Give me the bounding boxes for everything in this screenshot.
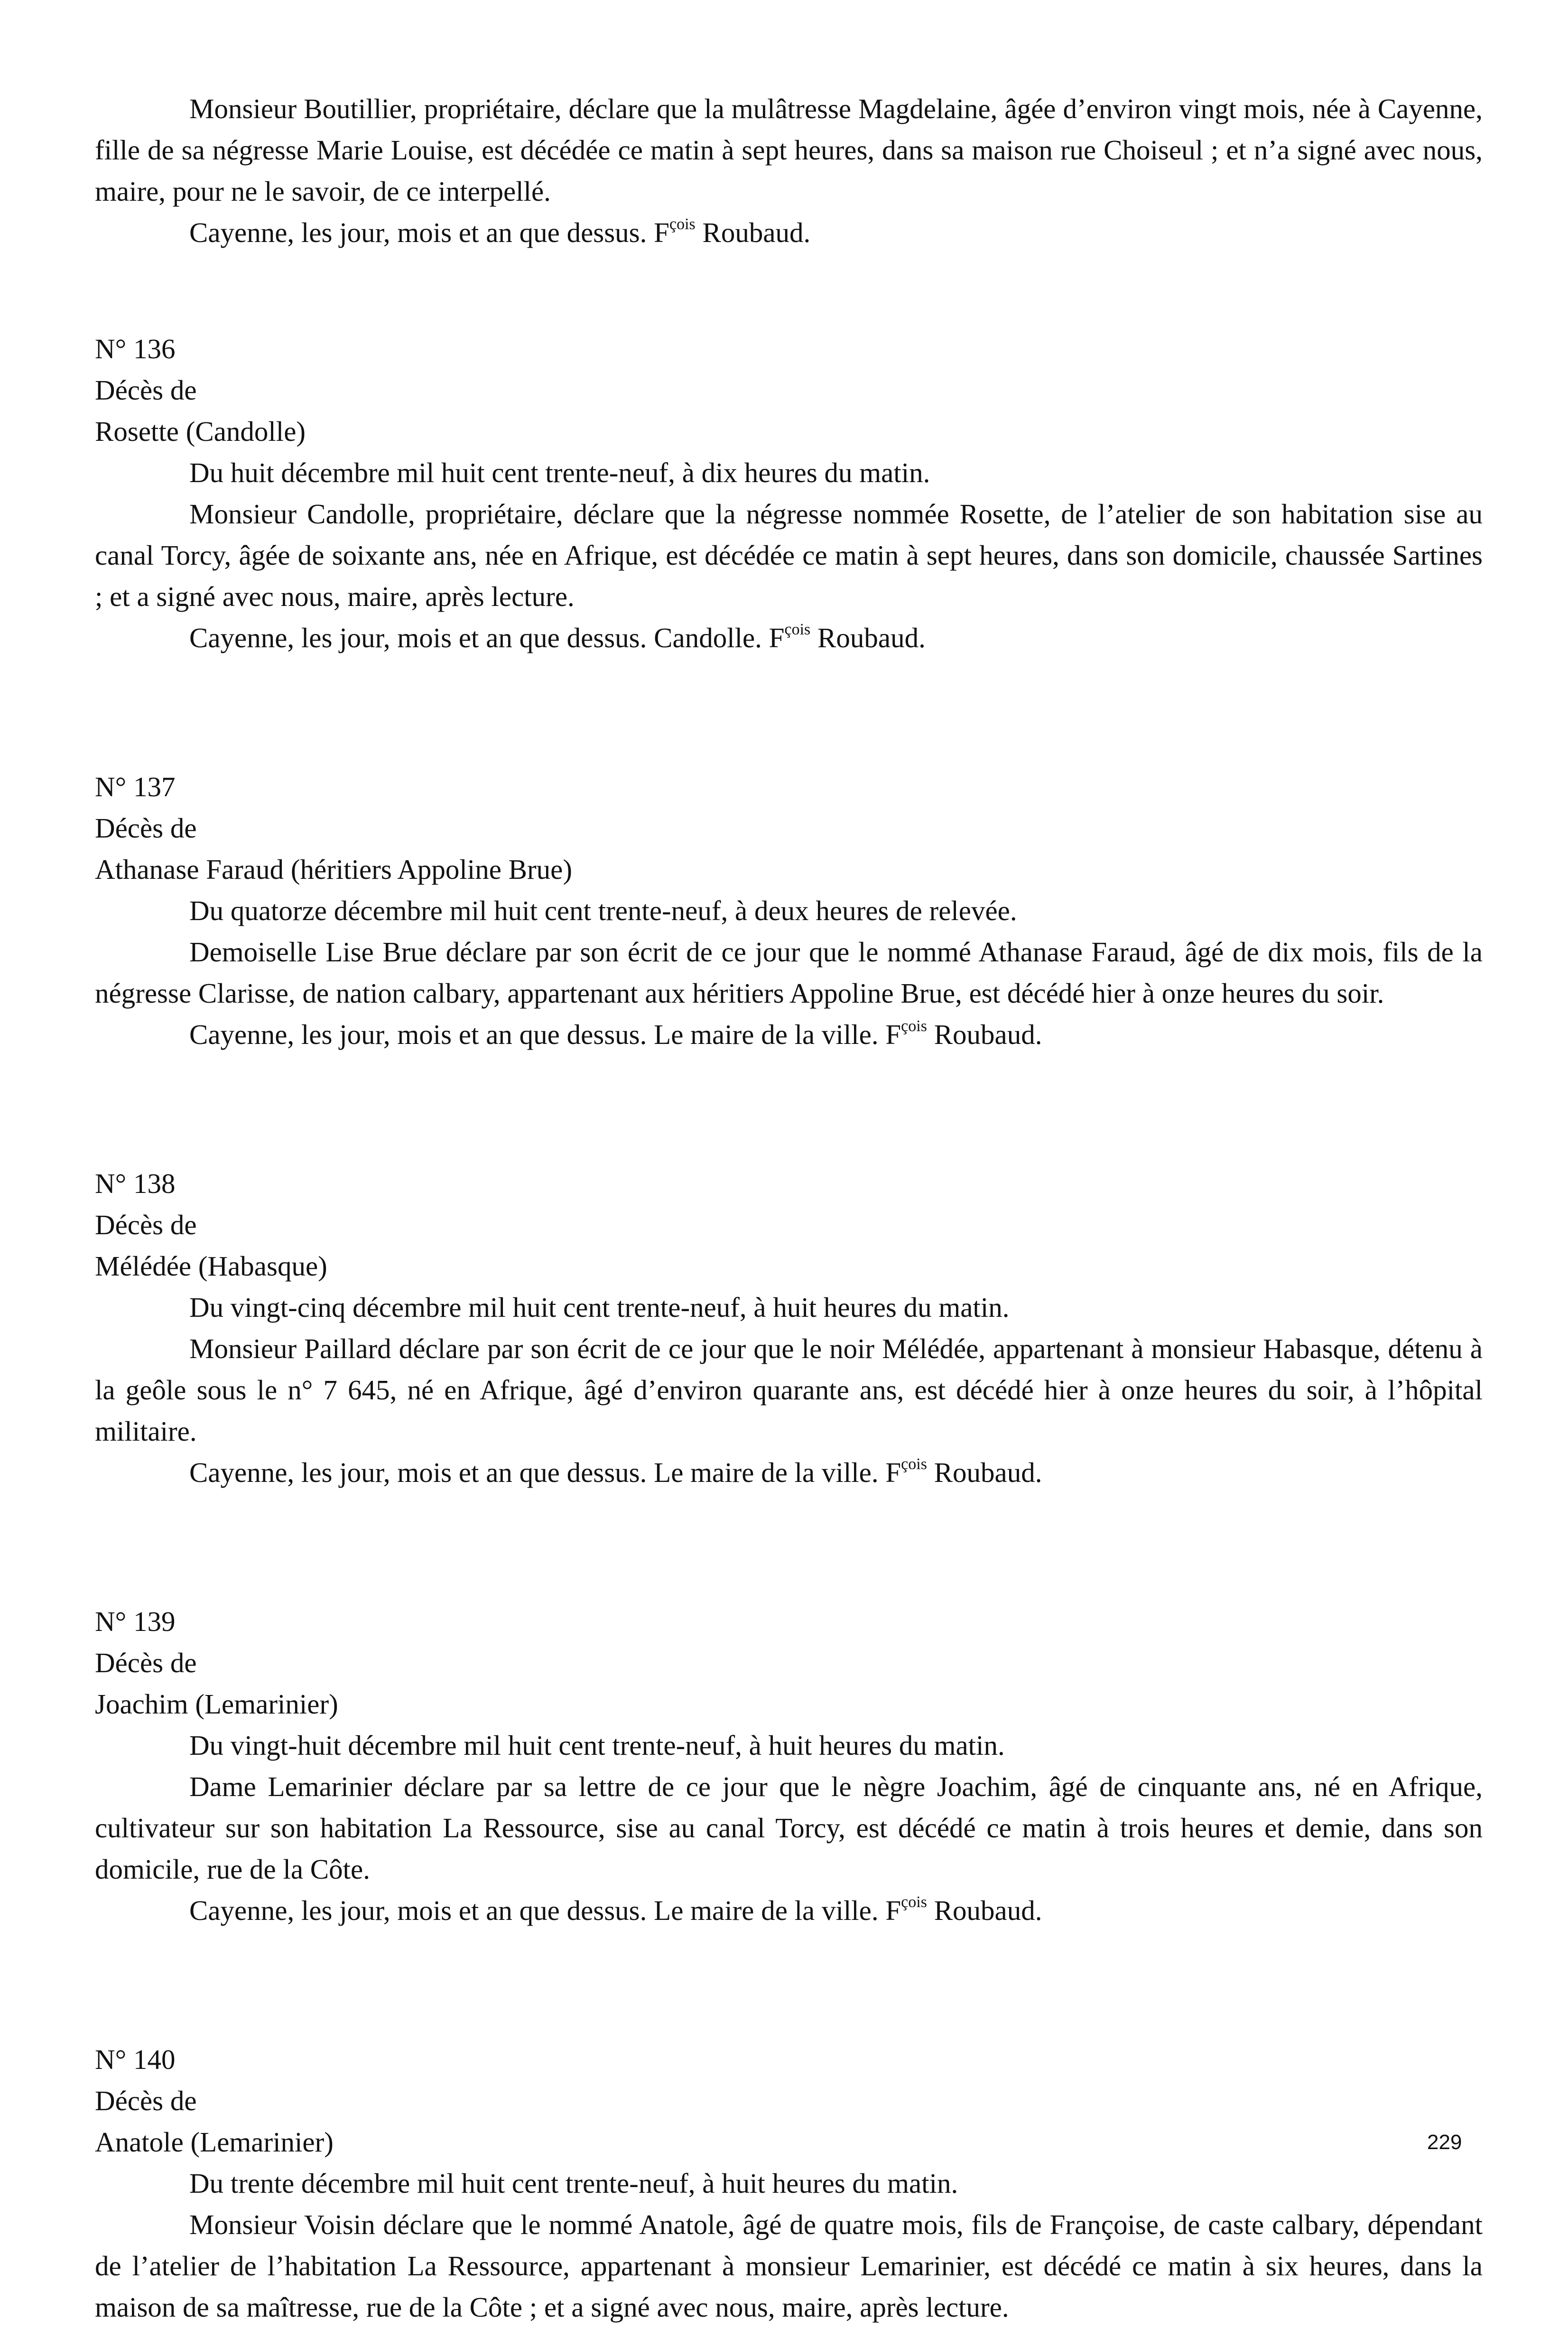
signature: $F^{çois}$ Roubaud. xyxy=(885,1455,1042,1488)
closing-text: Cayenne, les jour, mois et an que dessus. xyxy=(189,217,647,248)
intro-record xyxy=(95,88,1483,253)
spacer xyxy=(95,1493,1483,1601)
record-number: N° 137 xyxy=(95,771,176,802)
record-label: Décès de xyxy=(95,374,197,406)
record-136 xyxy=(95,328,1483,659)
record-name: Rosette (Candolle) xyxy=(95,416,306,447)
record-text: Dame Lemarinier déclare par sa lettre de ce jour que le nègre Joachim, âgé de cinquante ans, né en Afrique, cultivateur sur son habitation La Ressource, sise au canal Torcy, est décédé ce matin à trois heures et demie, dans son domicile, rue de la Côte. xyxy=(95,1771,1483,1885)
intro-closing xyxy=(95,212,1483,253)
record-name: Athanase Faraud (héritiers Appoline Brue) xyxy=(95,854,572,885)
record-name: Anatole (Lemarinier) xyxy=(95,2126,334,2158)
record-number: N° 136 xyxy=(95,333,176,364)
record-140 xyxy=(95,2039,1483,2328)
record-closing: Cayenne, les jour, mois et an que dessus. Le maire de la ville. $F^{çois}$ Roubaud. xyxy=(189,1893,1042,1926)
record-date: Du huit décembre mil huit cent trente-neuf, à dix heures du matin. xyxy=(189,457,930,488)
record-text: Monsieur Paillard déclare par son écrit de ce jour que le noir Mélédée, appartenant à monsieur Habasque, détenu à la geôle sous le n° 7 645, né en Afrique, âgé d’environ quarante ans, est décédé hier à onze heures du soir, à l’hôpital militaire. xyxy=(95,1333,1483,1447)
record-number: N° 139 xyxy=(95,1606,176,1637)
record-name: Mélédée (Habasque) xyxy=(95,1250,327,1282)
record-date: Du trente décembre mil huit cent trente-neuf, à huit heures du matin. xyxy=(189,2168,958,2199)
signature: $F^{çois}$ Roubaud. xyxy=(885,1893,1042,1926)
record-137 xyxy=(95,766,1483,1055)
signature: $F^{çois}$ Roubaud. xyxy=(769,621,926,653)
page-number: 229 xyxy=(1427,2131,1462,2154)
intro-text: Monsieur Boutillier, propriétaire, déclare que la mulâtresse Magdelaine, âgée d’environ vingt mois, née à Cayenne, fille de sa négresse Marie Louise, est décédée ce matin à sept heures, dans sa maison rue Choiseul ; et n’a signé avec nous, maire, pour ne le savoir, de ce interpellé. xyxy=(95,93,1483,207)
record-closing: Cayenne, les jour, mois et an que dessus. Le maire de la ville. $F^{çois}$ Roubaud. xyxy=(189,1017,1042,1050)
signature: $F^{çois}$ Roubaud. xyxy=(654,215,811,248)
record-label: Décès de xyxy=(95,1647,197,1678)
record-date: Du quatorze décembre mil huit cent trente-neuf, à deux heures de relevée. xyxy=(189,895,1017,926)
record-date: Du vingt-cinq décembre mil huit cent trente-neuf, à huit heures du matin. xyxy=(189,1292,1010,1323)
record-139 xyxy=(95,1601,1483,1931)
record-number: N° 140 xyxy=(95,2044,176,2075)
record-text: Monsieur Voisin déclare que le nommé Anatole, âgé de quatre mois, fils de Françoise, de caste calbary, dépendant de l’atelier de l’habitation La Ressource, appartenant à monsieur Lemarinier, est décédé ce matin à six heures, dans la maison de sa maîtresse, rue de la Côte ; et a signé avec nous, maire, après lecture. xyxy=(95,2209,1483,2323)
record-closing: Cayenne, les jour, mois et an que dessus. Le maire de la ville. $F^{çois}$ Roubaud. xyxy=(189,1455,1042,1488)
spacer xyxy=(95,659,1483,766)
page-content xyxy=(95,88,1483,2328)
record-label: Décès de xyxy=(95,2085,197,2116)
spacer xyxy=(95,253,1483,328)
record-closing: Cayenne, les jour, mois et an que dessus. Candolle. $F^{çois}$ Roubaud. xyxy=(189,621,926,653)
record-label: Décès de xyxy=(95,1209,197,1240)
record-text: Monsieur Candolle, propriétaire, déclare que la négresse nommée Rosette, de l’atelier de son habitation sise au canal Torcy, âgée de soixante ans, née en Afrique, est décédée ce matin à sept heures, dans son domicile, chaussée Sartines ; et a signé avec nous, maire, après lecture. xyxy=(95,498,1483,612)
record-date: Du vingt-huit décembre mil huit cent trente-neuf, à huit heures du matin. xyxy=(189,1730,1005,1761)
record-138 xyxy=(95,1163,1483,1493)
spacer xyxy=(95,1931,1483,2039)
record-name: Joachim (Lemarinier) xyxy=(95,1688,338,1720)
record-number: N° 138 xyxy=(95,1168,176,1199)
record-text: Demoiselle Lise Brue déclare par son écrit de ce jour que le nommé Athanase Faraud, âgé de dix mois, fils de la négresse Clarisse, de nation calbary, appartenant aux héritiers Appoline Brue, est décédé hier à onze heures du soir. xyxy=(95,936,1483,1009)
spacer xyxy=(95,1055,1483,1163)
record-label: Décès de xyxy=(95,812,197,844)
signature: $F^{çois}$ Roubaud. xyxy=(885,1017,1042,1050)
